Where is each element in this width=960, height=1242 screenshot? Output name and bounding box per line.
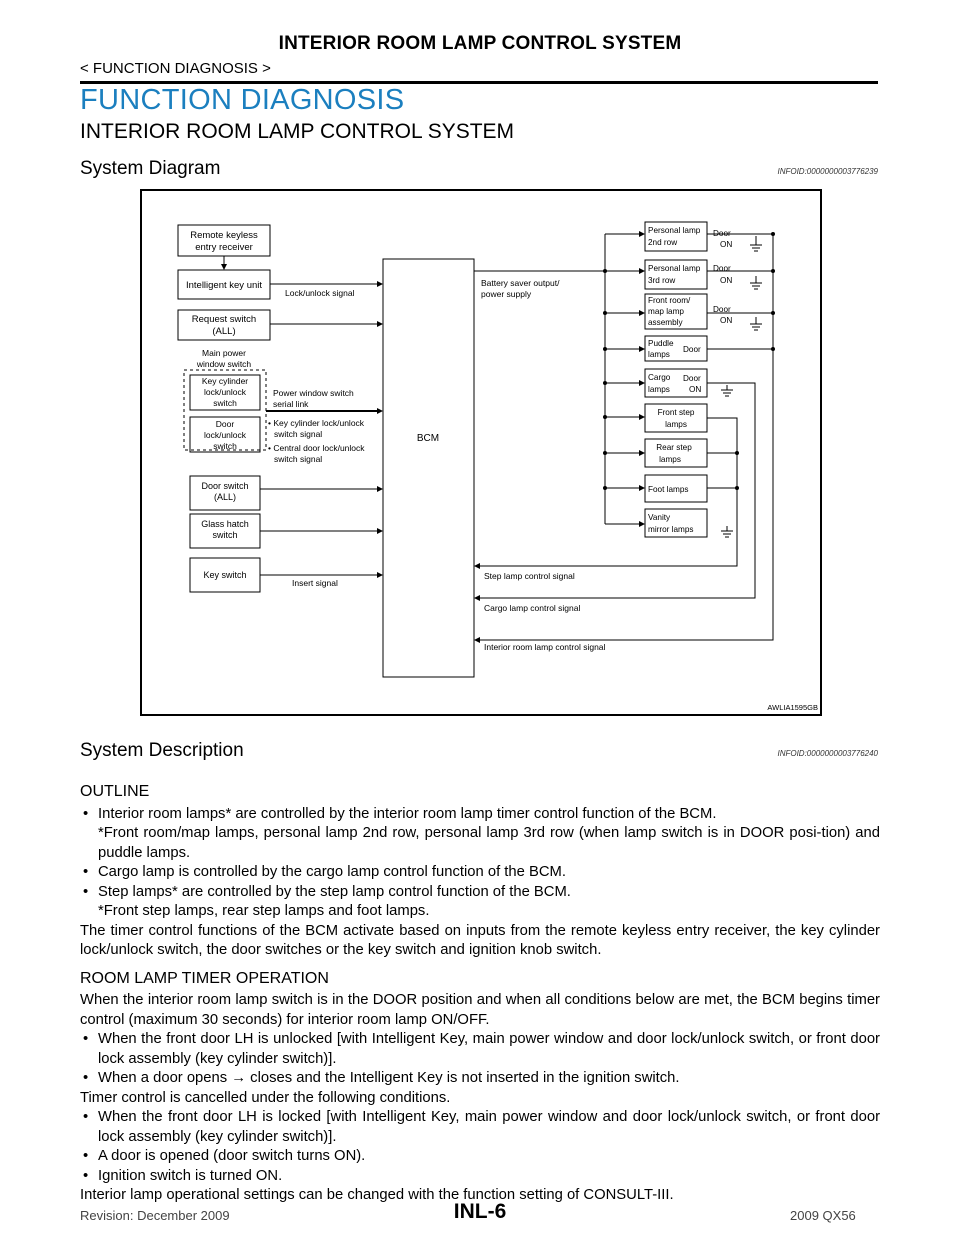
page-number: INL-6 [453, 1200, 507, 1223]
system-diagram-heading: System Diagram [80, 158, 221, 179]
key-switch-label: Key switch [203, 570, 247, 580]
rear-step-label-1: Rear step [656, 443, 692, 452]
on-label: ON [689, 385, 702, 394]
bcm-label: BCM [416, 433, 440, 444]
timer-bullet: • When a door opens → closes and the Intelligent Key is not inserted in the ignition switch. [80, 1069, 880, 1089]
outline-heading: OUTLINE [80, 783, 150, 800]
outline-paragraph: The timer control functions of the BCM activate based on inputs from the remote keyless entry receiver, the key cylinder lock/unlock switch, the door switches or the key switch and ignition knob switch. [80, 922, 880, 958]
on-label: ON [720, 276, 733, 285]
timer-paragraph: Timer control is cancelled under the following conditions. [80, 1089, 451, 1106]
system-diagram-infoid: INFOID:0000000003776239 [777, 167, 878, 176]
personal-lamp-3rd-label-1: Personal lamp [648, 264, 701, 273]
system-description-infoid: INFOID:0000000003776240 [777, 749, 878, 758]
door-label: Door [713, 229, 731, 238]
battery-saver-label-2: power supply [481, 289, 532, 299]
front-step-label-2: lamps [665, 420, 687, 429]
door-label: Door [713, 305, 731, 314]
intelligent-key-label: Intelligent key unit [185, 280, 263, 291]
on-label: ON [720, 240, 733, 249]
power-window-signal-label-1: Power window switch [273, 388, 354, 398]
outline-bullet: • Cargo lamp is controlled by the cargo lamp control function of the BCM. [80, 863, 880, 883]
request-switch-label-1: Request switch [191, 314, 257, 325]
timer-bullet: • When the front door LH is unlocked [with Intelligent Key, main power window and door lock/unlock switch, or front door lock assembly (key cylinder switch)]. [80, 1030, 880, 1069]
central-door-signal-label-1: • Central door lock/unlock [268, 443, 365, 453]
foot-lamps-label: Foot lamps [648, 485, 689, 494]
breadcrumb: < FUNCTION DIAGNOSIS > [80, 60, 271, 77]
door-label: Door [713, 264, 731, 273]
timer-heading: ROOM LAMP TIMER OPERATION [80, 969, 329, 987]
key-cylinder-label-1: Key cylinder [201, 376, 249, 386]
diagram-code: AWLIA1595GB [767, 703, 818, 712]
personal-lamp-2nd-label-1: Personal lamp [648, 226, 701, 235]
system-description-body [80, 782, 880, 1206]
timer-paragraph: Interior lamp operational settings can be changed with the function setting of CONSULT-III. [80, 1187, 674, 1203]
timer-bullet: • A door is opened (door switch turns ON). [80, 1147, 880, 1167]
main-power-label-2: window switch [196, 359, 252, 369]
front-room-label-3: assembly [648, 318, 683, 327]
footer-model: 2009 QX56 [790, 1208, 856, 1223]
door-lock-label-2: lock/unlock [203, 430, 247, 440]
door-switch-label-2: (ALL) [213, 492, 237, 502]
main-power-label-1: Main power [202, 348, 246, 358]
system-description-heading: System Description [80, 740, 244, 761]
on-label: ON [720, 316, 733, 325]
central-door-signal-label-2: switch signal [274, 454, 323, 464]
timer-bullet: • When the front door LH is locked [with Intelligent Key, main power window and door lock/unlock switch, or front door lock assembly (key cylinder switch)]. [80, 1108, 880, 1147]
key-cylinder-signal-label-2: switch signal [274, 429, 323, 439]
step-lamp-signal-label: Step lamp control signal [484, 571, 575, 581]
lock-unlock-signal-label: Lock/unlock signal [285, 288, 355, 298]
puddle-label-1: Puddle [648, 339, 674, 348]
key-cylinder-signal-label-1: • Key cylinder lock/unlock [268, 418, 365, 428]
power-window-signal-label-2: serial link [273, 399, 309, 409]
timer-paragraph: When the interior room lamp switch is in the DOOR position and when all conditions below are met, the BCM begins timer control (maximum 30 seconds) for interior room lamp ON/OFF. [80, 992, 880, 1028]
interior-lamp-signal-label: Interior room lamp control signal [484, 642, 606, 652]
rear-step-label-2: lamps [659, 455, 681, 464]
section-subtitle: INTERIOR ROOM LAMP CONTROL SYSTEM [80, 120, 515, 143]
insert-signal-label: Insert signal [292, 578, 338, 588]
vanity-label-2: mirror lamps [648, 525, 694, 534]
outline-note: *Front step lamps, rear step lamps and foot lamps. [98, 903, 430, 919]
door-switch-label-1: Door switch [201, 481, 249, 491]
timer-bullet: • Ignition switch is turned ON. [80, 1167, 880, 1187]
front-room-label-1: Front room/ [648, 296, 691, 305]
glass-hatch-label-1: Glass hatch [201, 519, 249, 529]
door-label: Door [683, 374, 701, 383]
personal-lamp-3rd-label-2: 3rd row [648, 276, 676, 285]
vanity-label-1: Vanity [648, 513, 671, 522]
cargo-label-2: lamps [648, 385, 670, 394]
section-title: FUNCTION DIAGNOSIS [80, 84, 405, 116]
request-switch-label-2: (ALL) [212, 326, 236, 337]
remote-keyless-label-1: Remote keyless [190, 230, 258, 241]
outline-note: *Front room/map lamps, personal lamp 2nd row, personal lamp 3rd row (when lamp switch is in DOOR posi-tion) and puddle lamps. [98, 825, 880, 861]
door-lock-label-3: switch [213, 441, 237, 451]
key-cylinder-label-3: switch [213, 398, 237, 408]
remote-keyless-label-2: entry receiver [195, 242, 253, 253]
page-header-title: INTERIOR ROOM LAMP CONTROL SYSTEM [278, 33, 682, 54]
battery-saver-label-1: Battery saver output/ [481, 278, 560, 288]
glass-hatch-label-2: switch [212, 530, 238, 540]
front-room-label-2: map lamp [648, 307, 684, 316]
system-diagram [140, 189, 822, 716]
key-cylinder-label-2: lock/unlock [203, 387, 247, 397]
outline-bullet: • Step lamps* are controlled by the step lamp control function of the BCM. *Front step lamps, rear step lamps and foot lamps. [80, 883, 880, 922]
puddle-label-2: lamps [648, 350, 670, 359]
personal-lamp-2nd-label-2: 2nd row [648, 238, 678, 247]
cargo-lamp-signal-label: Cargo lamp control signal [484, 603, 581, 613]
door-label: Door [683, 345, 701, 354]
cargo-label-1: Cargo [648, 373, 671, 382]
front-step-label-1: Front step [657, 408, 695, 417]
footer-revision: Revision: December 2009 [80, 1208, 230, 1223]
door-lock-label-1: Door [215, 419, 235, 429]
outline-bullet: • Interior room lamps* are controlled by the interior room lamp timer control function of the BCM. *Front room/map lamps, personal lamp 2nd row, personal lamp 3rd row (when lamp switch is in DOOR posi-tion) and puddle lamps. [80, 805, 880, 864]
